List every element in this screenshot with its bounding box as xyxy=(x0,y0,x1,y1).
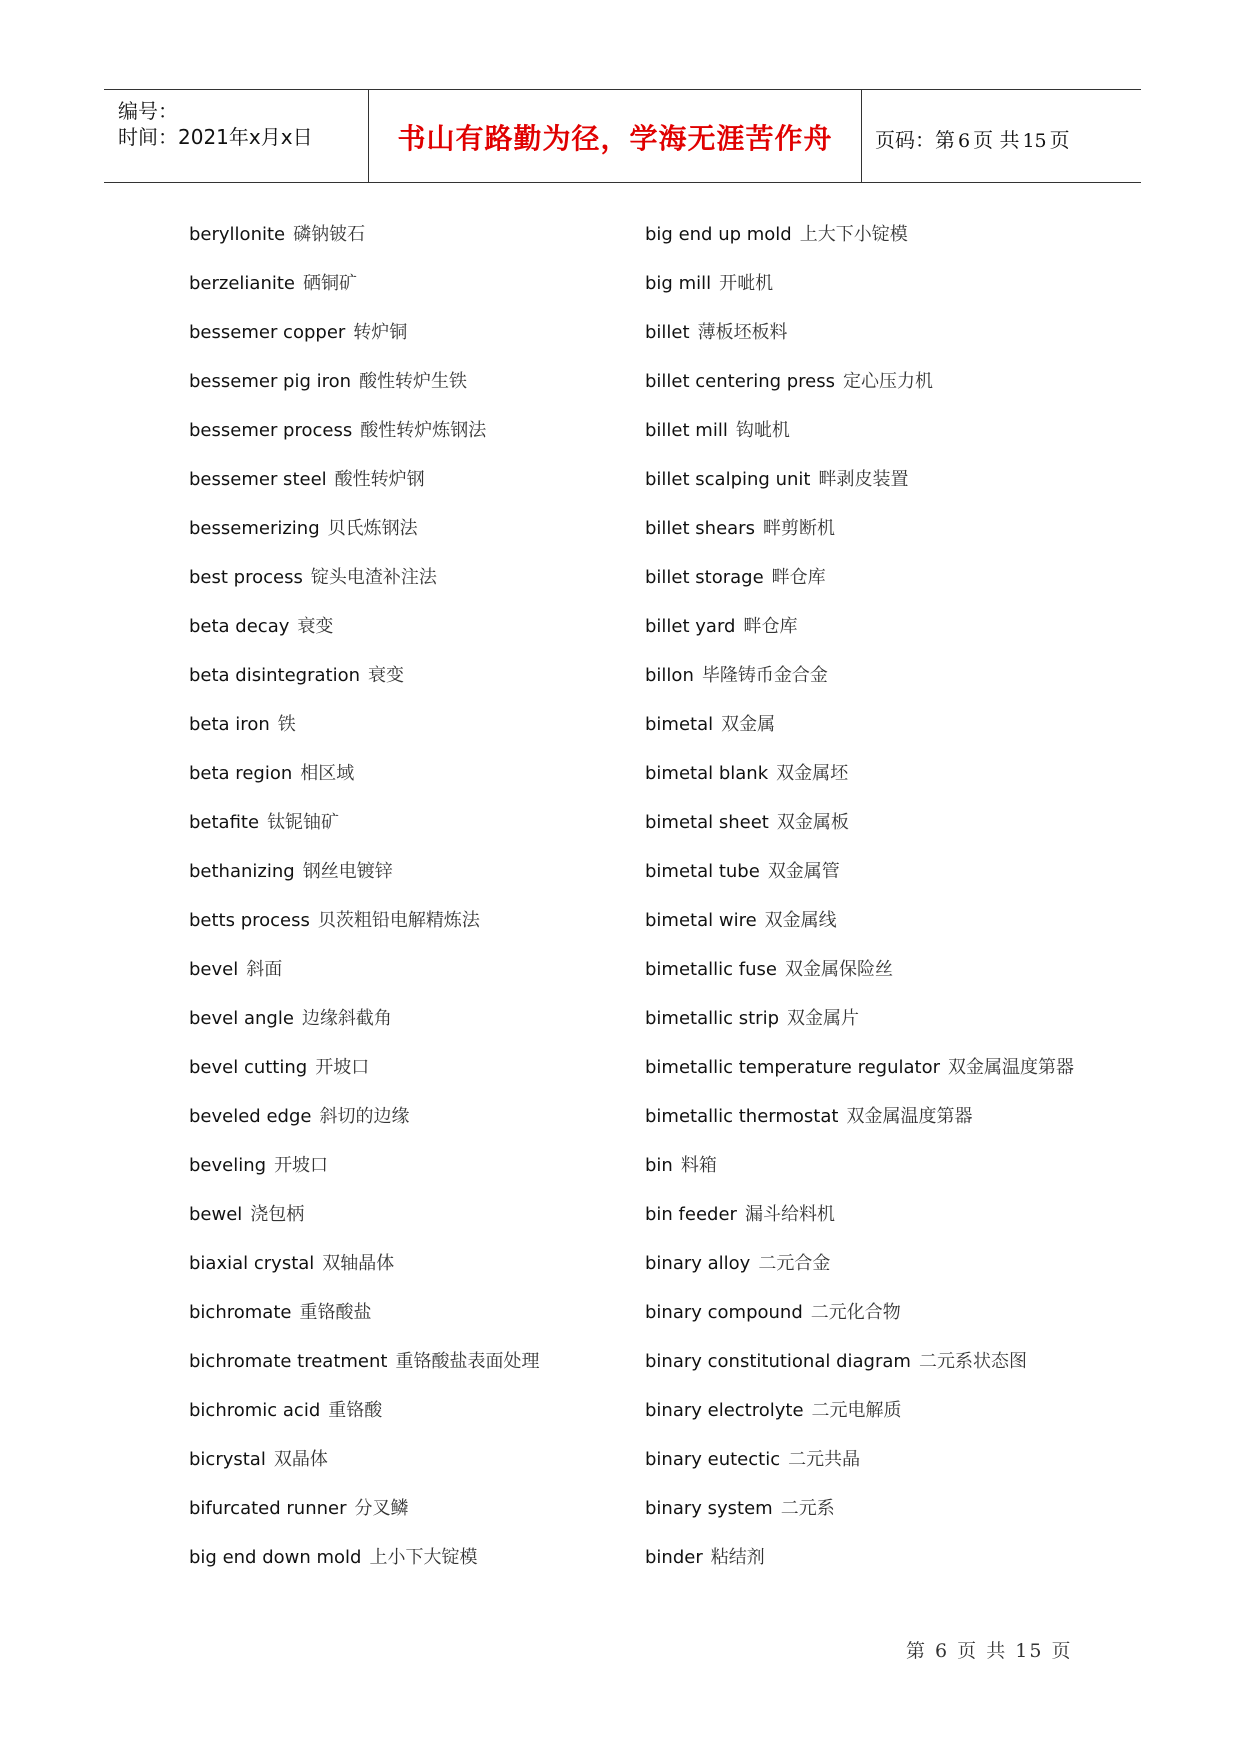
glossary-entry xyxy=(189,468,539,517)
glossary-entry xyxy=(645,517,1074,566)
glossary-entry xyxy=(645,468,1074,517)
term-chinese: 双金属保险丝 xyxy=(784,959,893,980)
term-english: best process xyxy=(189,567,303,588)
glossary-entry xyxy=(189,1203,539,1252)
term-chinese: 酸性转炉钢 xyxy=(334,469,425,490)
term-english: binary alloy xyxy=(645,1253,751,1274)
term-english: bevel angle xyxy=(189,1008,294,1029)
term-chinese: 双金属温度第器 xyxy=(948,1057,1075,1078)
term-english: bessemer copper xyxy=(189,322,346,343)
glossary-entry xyxy=(645,1546,1074,1595)
term-chinese: 斜切的边缘 xyxy=(319,1106,410,1127)
term-chinese: 二元合金 xyxy=(758,1253,831,1274)
glossary-entry xyxy=(189,1007,539,1056)
term-english: binary system xyxy=(645,1498,773,1519)
page-current: 6 xyxy=(958,130,971,152)
term-chinese: 重铬酸 xyxy=(328,1400,383,1421)
header-page-cell xyxy=(862,90,1141,182)
term-english: biaxial crystal xyxy=(189,1253,315,1274)
term-english: beveled edge xyxy=(189,1106,312,1127)
term-chinese: 料箱 xyxy=(680,1155,717,1176)
glossary-entry xyxy=(189,223,539,272)
term-chinese: 双金属温度第器 xyxy=(846,1106,973,1127)
term-english: bichromate treatment xyxy=(189,1351,388,1372)
glossary-entry xyxy=(645,664,1074,713)
term-english: billet shears xyxy=(645,518,755,539)
term-english: beveling xyxy=(189,1155,267,1176)
glossary-entry xyxy=(189,1154,539,1203)
term-chinese: 双金属坯 xyxy=(776,763,849,784)
term-chinese: 锭头电渣补注法 xyxy=(310,567,437,588)
term-english: big end up mold xyxy=(645,224,792,245)
term-chinese: 衰变 xyxy=(368,665,404,686)
glossary-entry xyxy=(189,958,539,1007)
glossary-entry xyxy=(645,958,1074,1007)
glossary-entry xyxy=(645,1301,1074,1350)
term-chinese: 双金属板 xyxy=(776,812,849,833)
glossary-entry xyxy=(645,272,1074,321)
term-chinese: 转炉铜 xyxy=(353,322,408,343)
term-english: billet storage xyxy=(645,567,764,588)
term-chinese: 重铬酸盐 xyxy=(299,1302,372,1323)
glossary-entry xyxy=(189,1252,539,1301)
term-english: bimetal blank xyxy=(645,763,769,784)
glossary-entry xyxy=(189,1056,539,1105)
term-chinese: 畔仓库 xyxy=(743,616,798,637)
term-english: bimetallic strip xyxy=(645,1008,780,1029)
term-chinese: 铁 xyxy=(277,714,296,735)
term-english: bichromate xyxy=(189,1302,292,1323)
glossary-entry xyxy=(645,1203,1074,1252)
term-chinese: 粘结剂 xyxy=(710,1547,765,1568)
glossary-entry xyxy=(189,272,539,321)
glossary-entry xyxy=(189,517,539,566)
header-page-number xyxy=(875,124,1070,153)
glossary-entry xyxy=(645,1497,1074,1546)
glossary-entry xyxy=(189,1105,539,1154)
term-english: bewel xyxy=(189,1204,243,1225)
term-chinese: 二元化合物 xyxy=(810,1302,901,1323)
term-chinese: 畔剥皮装置 xyxy=(818,469,909,490)
term-english: beta decay xyxy=(189,616,290,637)
term-chinese: 硒铜矿 xyxy=(303,273,357,294)
term-chinese: 边缘斜截角 xyxy=(301,1008,392,1029)
glossary-entry xyxy=(645,1056,1074,1105)
term-english: big end down mold xyxy=(189,1547,362,1568)
term-chinese: 开呲机 xyxy=(719,273,774,294)
term-english: berzelianite xyxy=(189,273,295,294)
term-english: bichromic acid xyxy=(189,1400,321,1421)
term-chinese: 上小下大锭模 xyxy=(369,1547,478,1568)
page-suffix: 页 xyxy=(1049,128,1070,152)
term-english: bicrystal xyxy=(189,1449,266,1470)
term-chinese: 双金属片 xyxy=(787,1008,860,1029)
term-english: bessemer pig iron xyxy=(189,371,352,392)
term-chinese: 重铬酸盐表面处理 xyxy=(395,1351,540,1372)
glossary-entry xyxy=(189,419,539,468)
term-english: bimetallic thermostat xyxy=(645,1106,839,1127)
time-label: 时间：2021年x月x日 xyxy=(118,125,313,149)
glossary-entry xyxy=(645,566,1074,615)
glossary-entry xyxy=(189,566,539,615)
term-chinese: 二元电解质 xyxy=(811,1400,902,1421)
term-english: beta region xyxy=(189,763,293,784)
term-english: bessemer process xyxy=(189,420,353,441)
glossary-entry xyxy=(189,1497,539,1546)
glossary-entry xyxy=(189,615,539,664)
glossary-column-left xyxy=(189,223,539,1595)
term-english: billet centering press xyxy=(645,371,836,392)
term-chinese: 酸性转炉生铁 xyxy=(359,371,468,392)
glossary-entry xyxy=(645,1448,1074,1497)
term-english: billet mill xyxy=(645,420,728,441)
term-chinese: 贝茨粗铅电解精炼法 xyxy=(317,910,480,931)
term-chinese: 漏斗给料机 xyxy=(744,1204,835,1225)
glossary-entry xyxy=(645,1350,1074,1399)
glossary-entry xyxy=(189,1350,539,1399)
glossary-entry xyxy=(645,370,1074,419)
term-english: binary eutectic xyxy=(645,1449,781,1470)
term-english: billet xyxy=(645,322,690,343)
term-chinese: 双晶体 xyxy=(273,1449,328,1470)
page-header xyxy=(104,89,1141,183)
term-chinese: 开坡口 xyxy=(315,1057,370,1078)
term-chinese: 相区域 xyxy=(300,763,355,784)
term-english: bin xyxy=(645,1155,673,1176)
glossary-entry xyxy=(645,713,1074,762)
glossary-entry xyxy=(189,762,539,811)
term-chinese: 双金属管 xyxy=(767,861,840,882)
term-chinese: 二元系 xyxy=(780,1498,835,1519)
term-chinese: 薄板坯板料 xyxy=(697,322,788,343)
term-chinese: 钛铌铀矿 xyxy=(267,812,340,833)
glossary-entry xyxy=(189,1448,539,1497)
term-english: bimetal wire xyxy=(645,910,757,931)
term-english: bimetallic temperature regulator xyxy=(645,1057,941,1078)
page-prefix: 页码：第 xyxy=(875,128,955,152)
term-english: billon xyxy=(645,665,694,686)
term-english: betts process xyxy=(189,910,310,931)
page-footer: 第 6 页 共 15 页 xyxy=(906,1640,1073,1662)
term-chinese: 开坡口 xyxy=(274,1155,329,1176)
term-english: bimetallic fuse xyxy=(645,959,777,980)
term-english: bimetal xyxy=(645,714,714,735)
term-chinese: 贝氏炼钢法 xyxy=(327,518,418,539)
term-chinese: 分叉鳞 xyxy=(354,1498,409,1519)
term-chinese: 酸性转炉炼钢法 xyxy=(360,420,487,441)
term-chinese: 钩呲机 xyxy=(735,420,790,441)
glossary-entry xyxy=(189,1546,539,1595)
glossary-entry xyxy=(645,909,1074,958)
term-english: billet scalping unit xyxy=(645,469,811,490)
term-english: big mill xyxy=(645,273,712,294)
glossary-entry xyxy=(189,664,539,713)
header-meta-cell xyxy=(104,90,369,182)
term-english: bifurcated runner xyxy=(189,1498,347,1519)
glossary-entry xyxy=(189,370,539,419)
term-english: bessemer steel xyxy=(189,469,327,490)
term-chinese: 衰变 xyxy=(297,616,334,637)
term-english: binary compound xyxy=(645,1302,803,1323)
glossary-entry xyxy=(645,223,1074,272)
glossary-entry xyxy=(189,1301,539,1350)
term-chinese: 畔剪断机 xyxy=(762,518,835,539)
term-chinese: 定心压力机 xyxy=(843,371,934,392)
glossary-entry xyxy=(189,321,539,370)
glossary-entry xyxy=(645,1007,1074,1056)
term-english: bin feeder xyxy=(645,1204,737,1225)
term-chinese: 浇包柄 xyxy=(250,1204,305,1225)
term-english: binder xyxy=(645,1547,703,1568)
glossary-entry xyxy=(645,762,1074,811)
term-english: binary electrolyte xyxy=(645,1400,804,1421)
glossary-entry xyxy=(189,909,539,958)
glossary-entry xyxy=(645,860,1074,909)
term-english: bimetal sheet xyxy=(645,812,769,833)
glossary-entry xyxy=(645,321,1074,370)
term-english: bethanizing xyxy=(189,861,295,882)
term-english: bevel cutting xyxy=(189,1057,308,1078)
term-chinese: 毕隆铸币金合金 xyxy=(701,665,828,686)
term-chinese: 上大下小锭模 xyxy=(799,224,908,245)
term-english: beta disintegration xyxy=(189,665,360,686)
term-chinese: 双金属线 xyxy=(764,910,837,931)
motto-text: 书山有路勤为径，学海无涯苦作舟 xyxy=(397,122,833,155)
glossary-column-right xyxy=(645,223,1074,1595)
term-chinese: 畔仓库 xyxy=(771,567,826,588)
term-english: beryllonite xyxy=(189,224,286,245)
term-chinese: 二元系状态图 xyxy=(918,1351,1027,1372)
term-english: betafite xyxy=(189,812,260,833)
term-english: binary constitutional diagram xyxy=(645,1351,911,1372)
term-chinese: 斜面 xyxy=(246,959,283,980)
glossary-entry xyxy=(645,615,1074,664)
glossary-entry xyxy=(645,1154,1074,1203)
glossary-entry xyxy=(645,1399,1074,1448)
glossary-entry xyxy=(645,419,1074,468)
glossary-entry xyxy=(189,713,539,762)
page-total: 15 xyxy=(1022,130,1047,152)
term-english: bessemerizing xyxy=(189,518,320,539)
term-english: billet yard xyxy=(645,616,736,637)
term-chinese: 双金属 xyxy=(721,714,776,735)
glossary-entry xyxy=(189,811,539,860)
term-english: beta iron xyxy=(189,714,270,735)
glossary-entry xyxy=(645,811,1074,860)
glossary-entry xyxy=(189,860,539,909)
glossary-entry xyxy=(645,1252,1074,1301)
term-chinese: 二元共晶 xyxy=(788,1449,861,1470)
term-english: bevel xyxy=(189,959,239,980)
number-label: 编号： xyxy=(118,99,178,123)
header-motto-cell xyxy=(369,90,862,182)
term-chinese: 磷钠铍石 xyxy=(293,224,366,245)
term-chinese: 钢丝电镀锌 xyxy=(302,861,393,882)
glossary-entry xyxy=(189,1399,539,1448)
term-chinese: 双轴晶体 xyxy=(322,1253,395,1274)
glossary-entry xyxy=(645,1105,1074,1154)
page-middle: 页 共 xyxy=(973,128,1020,152)
term-english: bimetal tube xyxy=(645,861,760,882)
